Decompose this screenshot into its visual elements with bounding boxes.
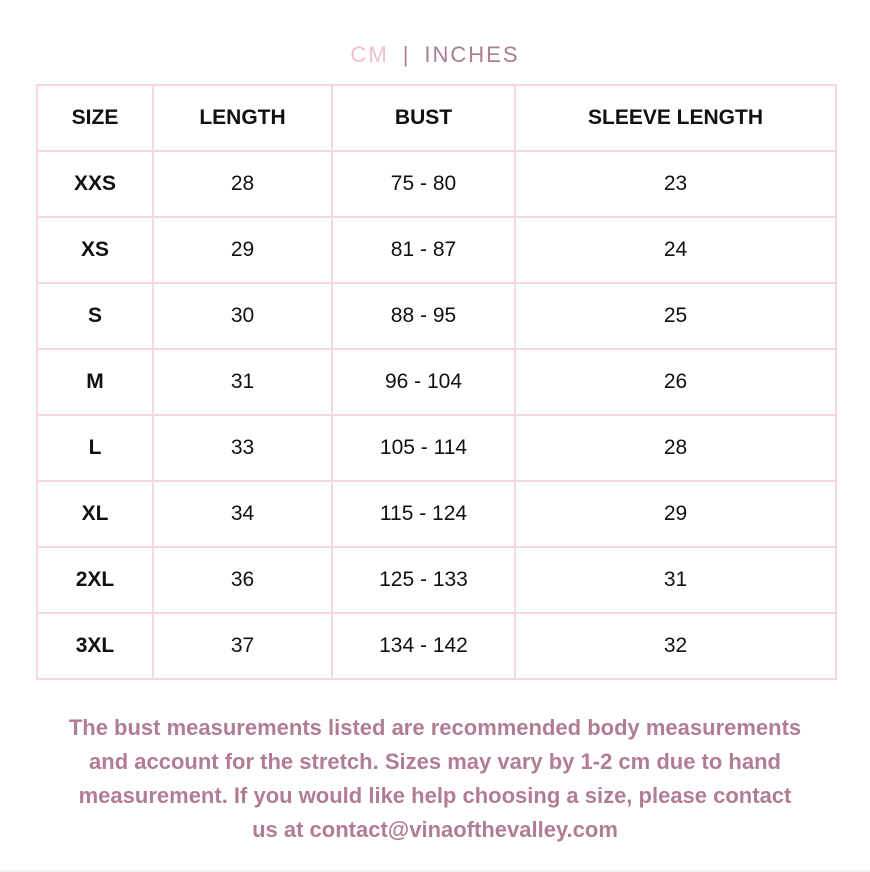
bust-cell: 88 - 95: [332, 283, 515, 349]
length-cell: 28: [153, 151, 332, 217]
length-cell: 33: [153, 415, 332, 481]
length-cell: 37: [153, 613, 332, 679]
unit-separator: |: [402, 42, 411, 67]
size-cell: XS: [37, 217, 153, 283]
size-cell: 3XL: [37, 613, 153, 679]
size-cell: S: [37, 283, 153, 349]
sleeve-length-cell: 29: [515, 481, 836, 547]
header-bust: BUST: [332, 85, 515, 151]
note-line: measurement. If you would like help choosing a size, please contact: [78, 783, 792, 808]
sleeve-length-cell: 24: [515, 217, 836, 283]
table-row: [37, 481, 836, 547]
sleeve-length-cell: 26: [515, 349, 836, 415]
note-line: The bust measurements listed are recommended body measurements: [68, 715, 802, 740]
header-length: LENGTH: [153, 85, 332, 151]
bust-cell: 75 - 80: [332, 151, 515, 217]
note-line: us at contact@vinaofthevalley.com: [252, 817, 618, 842]
sleeve-length-cell: 25: [515, 283, 836, 349]
length-cell: 29: [153, 217, 332, 283]
length-cell: 36: [153, 547, 332, 613]
unit-cm-option[interactable]: CM: [350, 42, 389, 67]
sleeve-length-cell: 31: [515, 547, 836, 613]
size-cell: XL: [37, 481, 153, 547]
length-cell: 31: [153, 349, 332, 415]
table-row: [37, 547, 836, 613]
table-row: [37, 349, 836, 415]
table-row: [37, 151, 836, 217]
bust-cell: 81 - 87: [332, 217, 515, 283]
size-cell: M: [37, 349, 153, 415]
size-cell: 2XL: [37, 547, 153, 613]
table-row: [37, 613, 836, 679]
bust-cell: 105 - 114: [332, 415, 515, 481]
unit-inches-option[interactable]: INCHES: [424, 42, 520, 67]
sleeve-length-cell: 32: [515, 613, 836, 679]
table-row: [37, 217, 836, 283]
table-row: [37, 415, 836, 481]
length-cell: 34: [153, 481, 332, 547]
size-chart-table: [36, 84, 837, 680]
table-row: [37, 283, 836, 349]
bust-cell: 125 - 133: [332, 547, 515, 613]
sleeve-length-cell: 23: [515, 151, 836, 217]
size-cell: XXS: [37, 151, 153, 217]
bust-cell: 115 - 124: [332, 481, 515, 547]
bust-cell: 134 - 142: [332, 613, 515, 679]
size-cell: L: [37, 415, 153, 481]
header-sleeve-length: SLEEVE LENGTH: [515, 85, 836, 151]
length-cell: 30: [153, 283, 332, 349]
table-header-row: [37, 85, 836, 151]
header-size: SIZE: [37, 85, 153, 151]
sleeve-length-cell: 28: [515, 415, 836, 481]
unit-toggle: [0, 42, 870, 68]
note-line: and account for the stretch. Sizes may vary by 1-2 cm due to hand: [89, 749, 781, 774]
measurement-note: [30, 711, 840, 847]
bust-cell: 96 - 104: [332, 349, 515, 415]
